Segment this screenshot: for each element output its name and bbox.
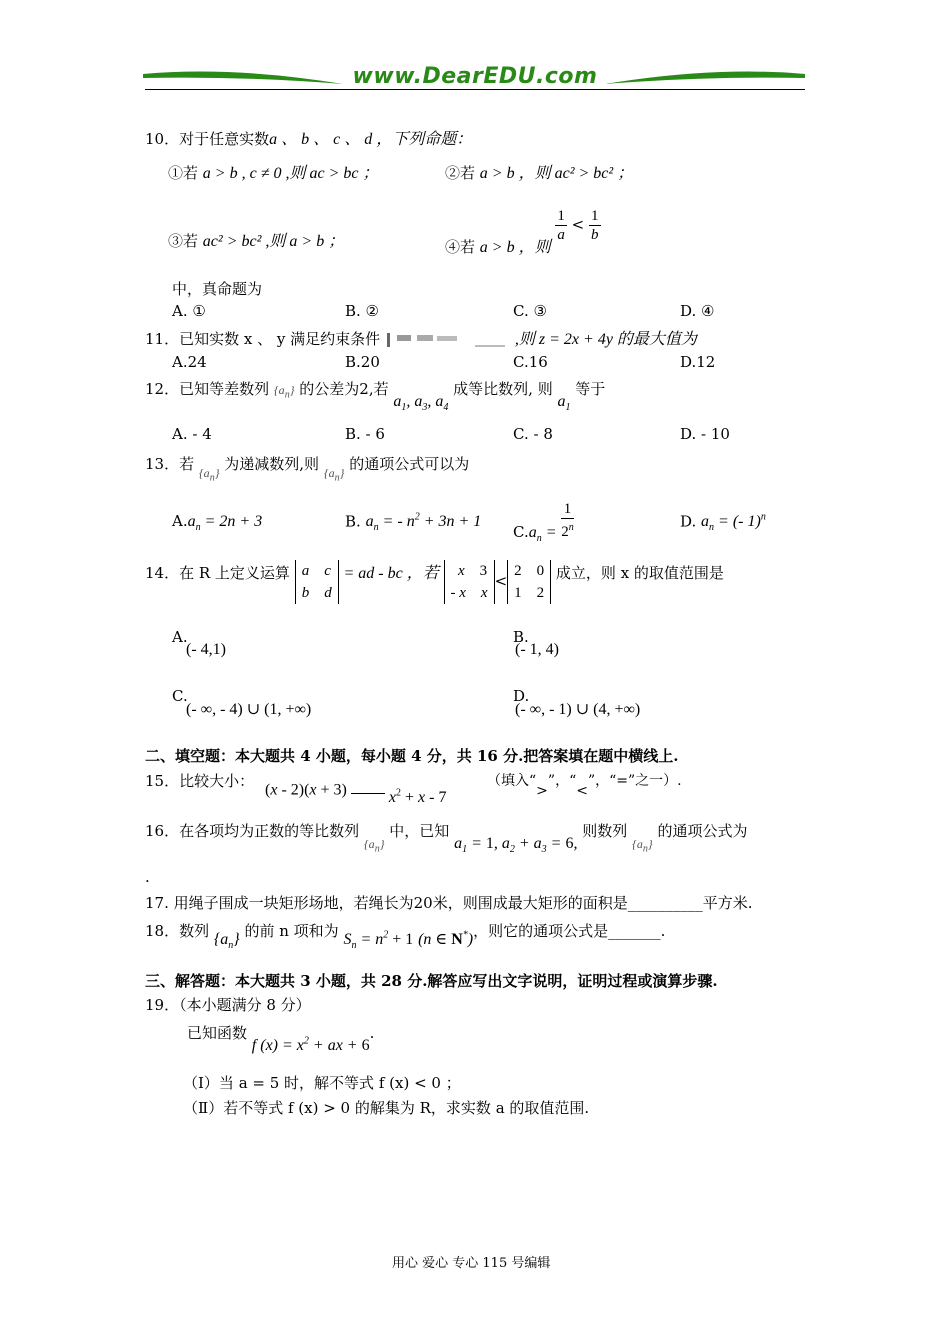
- q10-vars: a 、 b 、 c 、 d ，下列命题：: [269, 131, 473, 148]
- q12-a1: $a_1$: [557, 393, 571, 414]
- section2-heading: 二、填空题：本大题共 4 小题，每小题 4 分，共 16 分.把答案填在题中横线上.: [145, 747, 679, 765]
- q11-tail: ,则 z = 2x + 4y 的最大值为: [514, 331, 697, 348]
- q12-choice-c: C. - 8: [513, 425, 553, 443]
- q11-stem: [145, 326, 697, 349]
- q16-mid: 中，已知: [389, 822, 450, 840]
- site-brand: www.DearEDU.com: [352, 64, 598, 89]
- q10-opt3-label: ③若: [168, 232, 199, 250]
- q14-stem-text: 14．在 R 上定义运算: [145, 564, 290, 582]
- q14-choice-d-math: (- ∞, - 1) ∪ (4, +∞): [515, 701, 641, 718]
- q14-det-x: x 3 - x x: [444, 560, 495, 604]
- q19-part1: （Ⅰ）当 a = 5 时，解不等式 f (x) < 0 ；: [183, 1074, 461, 1092]
- q10-opt4: ④若 a > b ，则 $\frac{1}{a}$ < $\frac{1}{b}$: [445, 208, 599, 256]
- q10-choice-d: D. ④: [680, 302, 715, 320]
- q14-choice-a-label: A.: [172, 628, 188, 646]
- q19-given: 已知函数 f $(x) = x^2$ + ax + 6.: [187, 1024, 375, 1054]
- q16-stem: [145, 820, 748, 856]
- q14-mid: = ad - bc ，若: [343, 565, 439, 582]
- q16-mid2: 则数列: [582, 822, 628, 840]
- q11-choice-a: A.24: [172, 353, 207, 371]
- q12-choice-a: A. - 4: [172, 425, 212, 443]
- q10-choice-a: A. ①: [172, 302, 206, 320]
- q13-choice-c: $C.a_n$ = $\frac{1}{2^n}$: [513, 501, 574, 544]
- q10-stem: [145, 126, 472, 149]
- q11-choice-c: C.16: [513, 353, 548, 371]
- q10-opt1-math: a > b , c ≠ 0 ,则 ac > bc ；: [202, 165, 379, 182]
- q13-choice-c-label: C.: [513, 522, 529, 541]
- q11-constraint-image: [385, 331, 515, 349]
- q12-an: $\{a_n\}$: [273, 383, 295, 401]
- page-footer: 用心 爱心 专心 115 号编辑: [392, 1256, 551, 1271]
- q10-opt3: [168, 228, 344, 251]
- q12-choice-b: B. - 6: [345, 425, 385, 443]
- q11-choice-b: B.20: [345, 353, 380, 371]
- q12-tail: 等于: [575, 380, 606, 398]
- q10-opt3-math: ac² > bc² ,则 a > b ；: [202, 233, 345, 250]
- q16-dot: .: [145, 868, 150, 886]
- q14-choice-b: [513, 628, 557, 665]
- q13-choice-a: $A.a_n = 2n + 3$: [172, 512, 263, 534]
- q14-choice-c-label: C.: [172, 687, 188, 705]
- q12-mid: 的公差为2,若: [299, 380, 389, 398]
- q15-hint3: ”，“=”之一）.: [587, 773, 682, 789]
- q10-opt4-math: a > b ，则: [479, 238, 551, 256]
- q14-choice-a-math: (- 4,1): [186, 641, 226, 658]
- q17-text: 17. 用绳子围成一块矩形场地，若绳长为20米，则围成最大矩形的面积是__________平方米.: [145, 894, 753, 912]
- q10-tail: 中，真命题为: [172, 280, 263, 298]
- q14-det-num: 2 0 1 2: [507, 560, 551, 604]
- q16-cond: $a_1 = 1$, $a_2 + a_3 = 6$,: [454, 835, 578, 856]
- q13-an-1: {an}: [198, 466, 220, 484]
- q10-opt4-label: ④若: [445, 237, 476, 256]
- q10-frac-1a: $\frac{1}{a}$: [557, 208, 565, 243]
- right-swoosh-icon: [605, 66, 805, 88]
- q19-part2: （Ⅱ）若不等式 f (x) > 0 的解集为 R，求实数 a 的取值范围.: [183, 1099, 590, 1117]
- q14-stem: 14．在 R 上定义运算 a c b d = ad - bc ，若 x 3 - x x<2 0 1 2 成立，则 x 的取值范围是: [145, 560, 724, 604]
- q13-choice-b: B. $a_n$ = - $n^2 + 3n + 1$: [345, 512, 482, 534]
- q15-hint: （填入“>”，“<”，“=”之一）.: [487, 773, 682, 799]
- q16-an-2: {an}: [632, 837, 653, 855]
- q14-choice-a: [172, 628, 226, 665]
- q10-opt1: [168, 160, 378, 183]
- q19-given-text: 已知函数: [187, 1024, 248, 1042]
- q11-stem-text: 11．已知实数 x 、 y 满足约束条件: [145, 330, 381, 348]
- q18-mid: 的前 n 项和为: [244, 922, 339, 940]
- q10-choice-c: C. ③: [513, 302, 547, 320]
- left-swoosh-icon: [143, 66, 343, 88]
- q12-mid2: 成等比数列, 则: [453, 380, 553, 398]
- q10-opt1-label: ①若: [168, 164, 199, 182]
- q10-frac-1b: $\frac{1}{b}$: [591, 208, 599, 243]
- q19-stem: 19．（本小题满分 8 分）: [145, 996, 311, 1014]
- section3-heading: 三、解答题：本大题共 3 小题，共 28 分.解答应写出文字说明，证明过程或演算步骤.: [145, 972, 718, 990]
- q13-choice-d: D. $a_n$ = (- 1)$^n$: [680, 512, 766, 534]
- q13-frac: $\frac{1}{2^n}$: [561, 501, 574, 540]
- q14-choice-b-math: (- 1, 4): [515, 641, 559, 658]
- q13-choice-d-label: D.: [680, 512, 697, 531]
- q13-stem-text: 13．若: [145, 455, 195, 473]
- q10-opt2: [445, 160, 633, 183]
- q15-expr: (x - 2)(x + 3) $x^2 + x - 7$: [265, 781, 447, 807]
- q13-an-2: {an}: [323, 466, 345, 484]
- q10-choice-b: B. ②: [345, 302, 380, 320]
- q18-sn: $S_n = n^2 + 1$: [343, 929, 414, 952]
- q18-an: $\{a_n\}$: [213, 931, 240, 952]
- q15-stem: [145, 770, 254, 791]
- q14-det-abcd: a c b d: [295, 560, 339, 604]
- q16-stem-text: 16．在各项均为正数的等比数列: [145, 822, 360, 840]
- q15-hint2: ”，“: [547, 773, 577, 789]
- q13-choice-b-label: B.: [345, 512, 361, 531]
- q14-choice-b-label: B.: [513, 628, 529, 646]
- q13-mid: 为递减数列,则: [224, 455, 320, 473]
- q10-opt2-math: a > b ，则 ac² > bc² ；: [479, 165, 634, 182]
- q18-tail: ，则它的通项公式是_______.: [473, 922, 666, 940]
- q14-choice-d-label: D.: [513, 687, 530, 705]
- q10-opt2-label: ②若: [445, 164, 476, 182]
- q15-hint-text: （填入“: [487, 773, 537, 789]
- q16-tail: 的通项公式为: [657, 822, 748, 840]
- q14-choice-c: [172, 687, 312, 725]
- q14-choice-d: [513, 687, 641, 725]
- q15-stem-text: 15．比较大小：: [145, 772, 255, 790]
- header-rule: [145, 89, 805, 90]
- q19-fx: f $(x) = x^2$ + ax + 6: [251, 1035, 370, 1054]
- q13-choice-a-label: A.: [172, 512, 188, 530]
- q18-domain: (n ∈ N*): [418, 929, 474, 948]
- q13-stem: [145, 453, 470, 484]
- q18-stem-text: 18．数列: [145, 922, 210, 940]
- q14-choice-c-math: (- ∞, - 4) ∪ (1, +∞): [186, 701, 312, 718]
- q12-stem: [145, 378, 606, 414]
- q12-stem-text: 12．已知等差数列: [145, 380, 270, 398]
- q11-choice-d: D.12: [680, 353, 716, 371]
- q12-choice-d: D. - 10: [680, 425, 730, 443]
- q16-an-1: {an}: [363, 837, 385, 855]
- q14-tail: 成立，则 x 的取值范围是: [555, 564, 724, 582]
- q10-stem-text: 10．对于任意实数: [145, 130, 270, 148]
- q13-tail: 的通项公式可以为: [349, 455, 470, 473]
- q12-terms: $a_1$, $a_3$, $a_4$: [393, 393, 449, 414]
- q18-stem: [145, 920, 666, 952]
